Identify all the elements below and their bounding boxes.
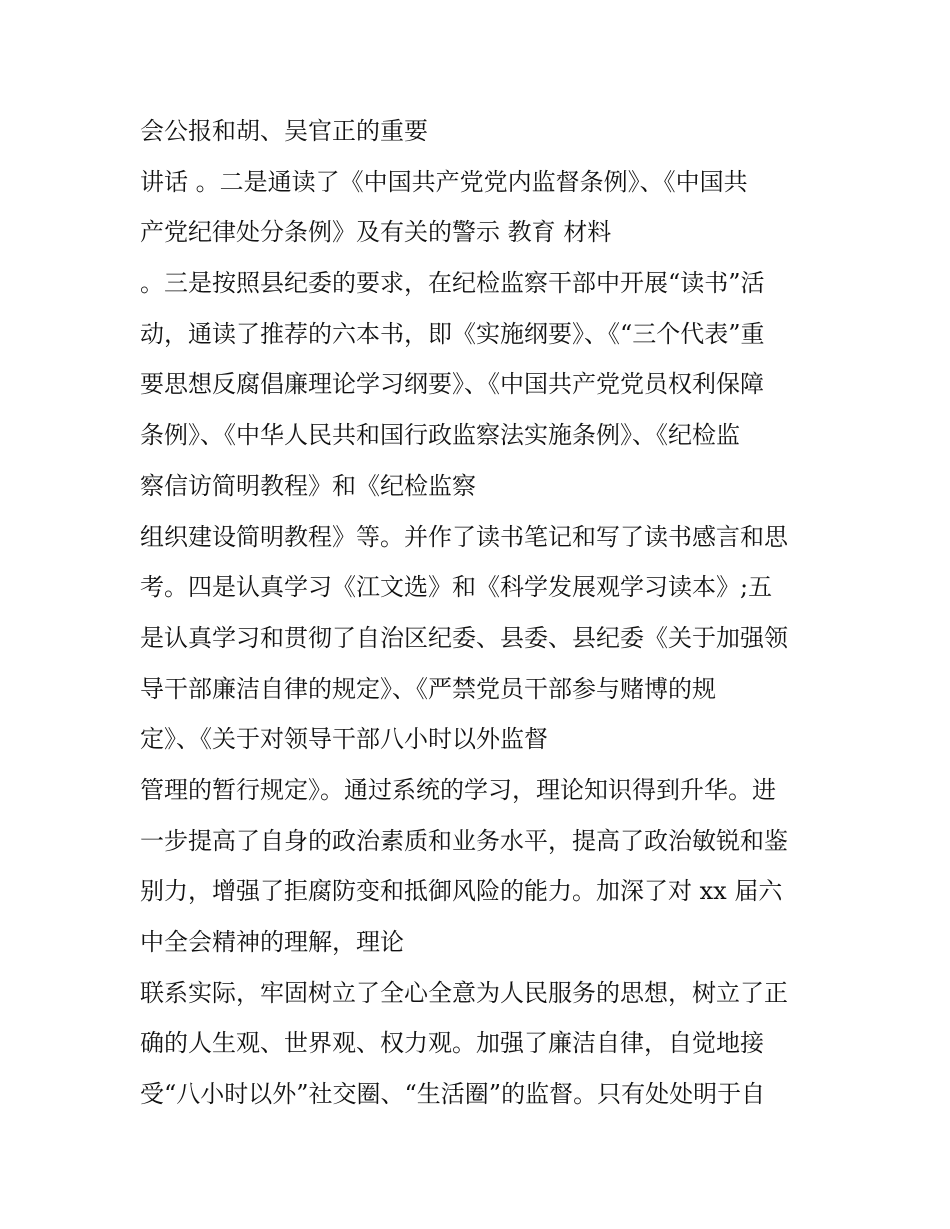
- body-text: [140, 106, 830, 1120]
- text-line: 考。四是认真学习《江文选》和《科学发展观学习读本》;五: [140, 573, 773, 602]
- text-line: 导干部廉洁自律的规定》、《严禁党员干部参与赌博的规: [140, 674, 716, 703]
- text-line: 要思想反腐倡廉理论学习纲要》、《中国共产党党员权利保障: [140, 370, 764, 399]
- text-line: 定》、《关于对领导干部八小时以外监督: [140, 725, 548, 754]
- text-line: 。三是按照县纪委的要求，在纪检监察干部中开展“读书”活: [140, 269, 765, 298]
- text-line: 察信访简明教程》和《纪检监察: [140, 471, 476, 500]
- text-line: 管理的暂行规定》。通过系统的学习，理论知识得到升华。进: [140, 775, 776, 804]
- text-line: 联系实际，牢固树立了全心全意为人民服务的思想，树立了正: [140, 978, 788, 1007]
- text-line: 别力，增强了拒腐防变和抵御风险的能力。加深了对 xx 届六: [140, 877, 783, 906]
- text-line: 中全会精神的理解，理论: [140, 928, 404, 956]
- text-line: 一步提高了自身的政治素质和业务水平，提高了政治敏锐和鉴: [140, 826, 788, 855]
- text-line: 受“八小时以外”社交圈、“生活圈”的监督。只有处处明于自: [140, 1080, 766, 1109]
- text-line: 讲话 。二是通读了《中国共产党党内监督条例》、《中国共: [140, 167, 748, 196]
- text-line: 是认真学习和贯彻了自治区纪委、县委、县纪委《关于加强领: [140, 623, 788, 652]
- text-line: 组织建设简明教程》等。并作了读书笔记和写了读书感言和思: [140, 522, 788, 551]
- text-line: 产党纪律处分条例》及有关的警示 教育 材料: [140, 218, 612, 247]
- text-line: 会公报和胡、吴官正的重要: [140, 117, 428, 145]
- text-line: 动，通读了推荐的六本书，即《实施纲要》、《“三个代表”重: [140, 319, 765, 348]
- text-line: 条例》、《中华人民共和国行政监察法实施条例》、《纪检监: [140, 421, 740, 450]
- text-line: 确的人生观、世界观、权力观。加强了廉洁自律，自觉地接: [140, 1029, 764, 1058]
